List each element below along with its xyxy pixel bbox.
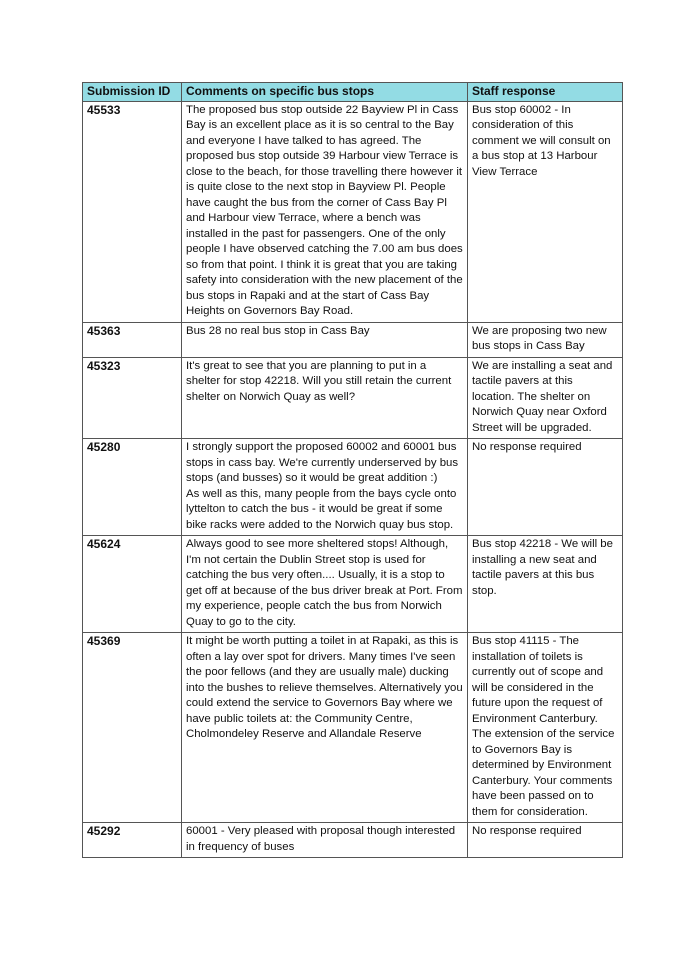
submission-id-cell: 45533: [83, 101, 182, 322]
response-cell: We are installing a seat and tactile pavers at this location. The shelter on Norwich Quay near Oxford Street will be upgraded.: [468, 357, 623, 439]
response-cell: We are proposing two new bus stops in Cass Bay: [468, 322, 623, 357]
table-row: [83, 439, 623, 536]
table-row: [83, 322, 623, 357]
comment-text: Bus 28 no real bus stop in Cass Bay: [186, 324, 370, 337]
header-submission-id: Submission ID: [83, 83, 182, 102]
comment-cell: [182, 101, 468, 322]
submission-id-cell: 45369: [83, 633, 182, 823]
table-row: [83, 101, 623, 322]
response-cell: No response required: [468, 823, 623, 858]
comment-text: 60001 - Very pleased with proposal though interested in frequency of buses: [186, 825, 456, 853]
table-header: [83, 83, 623, 102]
comment-text: It might be worth putting a toilet in at Rapaki, as this is often a lay over spot for drivers. Many times I've seen the poor fellows (and they are usually male) ducking into the bushes to relieve themselves. Alternatively you could extend the service to Governors Bay where we have public toilets at: the Community Centre, Cholmondeley Reserve and Allandale Reserve: [186, 635, 463, 740]
submission-id-cell: 45323: [83, 357, 182, 439]
comment-cell: [182, 322, 468, 357]
table-row: [83, 536, 623, 633]
comment-cell: [182, 536, 468, 633]
table-row: [83, 357, 623, 439]
submission-id-cell: 45280: [83, 439, 182, 536]
response-cell: No response required: [468, 439, 623, 536]
comment-cell: [182, 633, 468, 823]
comment-text: It's great to see that you are planning to put in a shelter for stop 42218. Will you still retain the current shelter on Norwich Quay as well?: [186, 359, 452, 403]
comment-cell: [182, 823, 468, 858]
header-staff-response: Staff response: [468, 83, 623, 102]
response-cell: Bus stop 42218 - We will be installing a new seat and tactile pavers at this bus stop.: [468, 536, 623, 633]
comment-text: I strongly support the proposed 60002 and 60001 bus stops in cass bay. We're currently underserved by bus stops (and busses) so it would be great addition :): [186, 441, 459, 484]
comment-text: As well as this, many people from the bays cycle onto lyttelton to catch the bus - it would be great if some bike racks were added to the Norwich quay bus stop.: [186, 487, 457, 531]
table-row: [83, 633, 623, 823]
header-row: [83, 83, 623, 102]
comment-text: Always good to see more sheltered stops! Although, I'm not certain the Dublin Street stop is used for catching the bus very often.... Usually, it is a stop to get off at because of the bus driver break at Port. From my experience, people catch the bus from Norwich Quay to go to the city.: [186, 538, 463, 628]
response-cell: Bus stop 60002 - In consideration of this comment we will consult on a bus stop at 13 Harbour View Terrace: [468, 101, 623, 322]
comment-cell: [182, 439, 468, 536]
table-row: [83, 823, 623, 858]
response-cell: Bus stop 41115 - The installation of toilets is currently out of scope and will be considered in the future upon the request of Environment Canterbury. The extension of the service to Governors Bay is determined by Environment Canterbury. Your comments have been passed on to them for consideration.: [468, 633, 623, 823]
submission-id-cell: 45363: [83, 322, 182, 357]
comment-text: The proposed bus stop outside 22 Bayview Pl in Cass Bay is an excellent place as it is so central to the Bay and everyone I have talked to has agreed. The proposed bus stop outside 39 Harbour view Terrace is close to the beach, for those travelling there however it is quite close to the next stop in Bayview Pl. People have caught the bus from the corner of Cass Bay Pl and Harbour view Terrace, where a bench was installed in the past for passengers. One of the only people I have observed catching the 7.00 am bus does so from that point. I think it is great that you are taking safety into consideration with the new placement of the bus stops in Rapaki and at the start of Cass Bay Heights on Governors Bay Road.: [186, 103, 463, 317]
submissions-table: [82, 82, 623, 858]
header-comments: Comments on specific bus stops: [182, 83, 468, 102]
submission-id-cell: 45292: [83, 823, 182, 858]
comment-cell: [182, 357, 468, 439]
submission-id-cell: 45624: [83, 536, 182, 633]
